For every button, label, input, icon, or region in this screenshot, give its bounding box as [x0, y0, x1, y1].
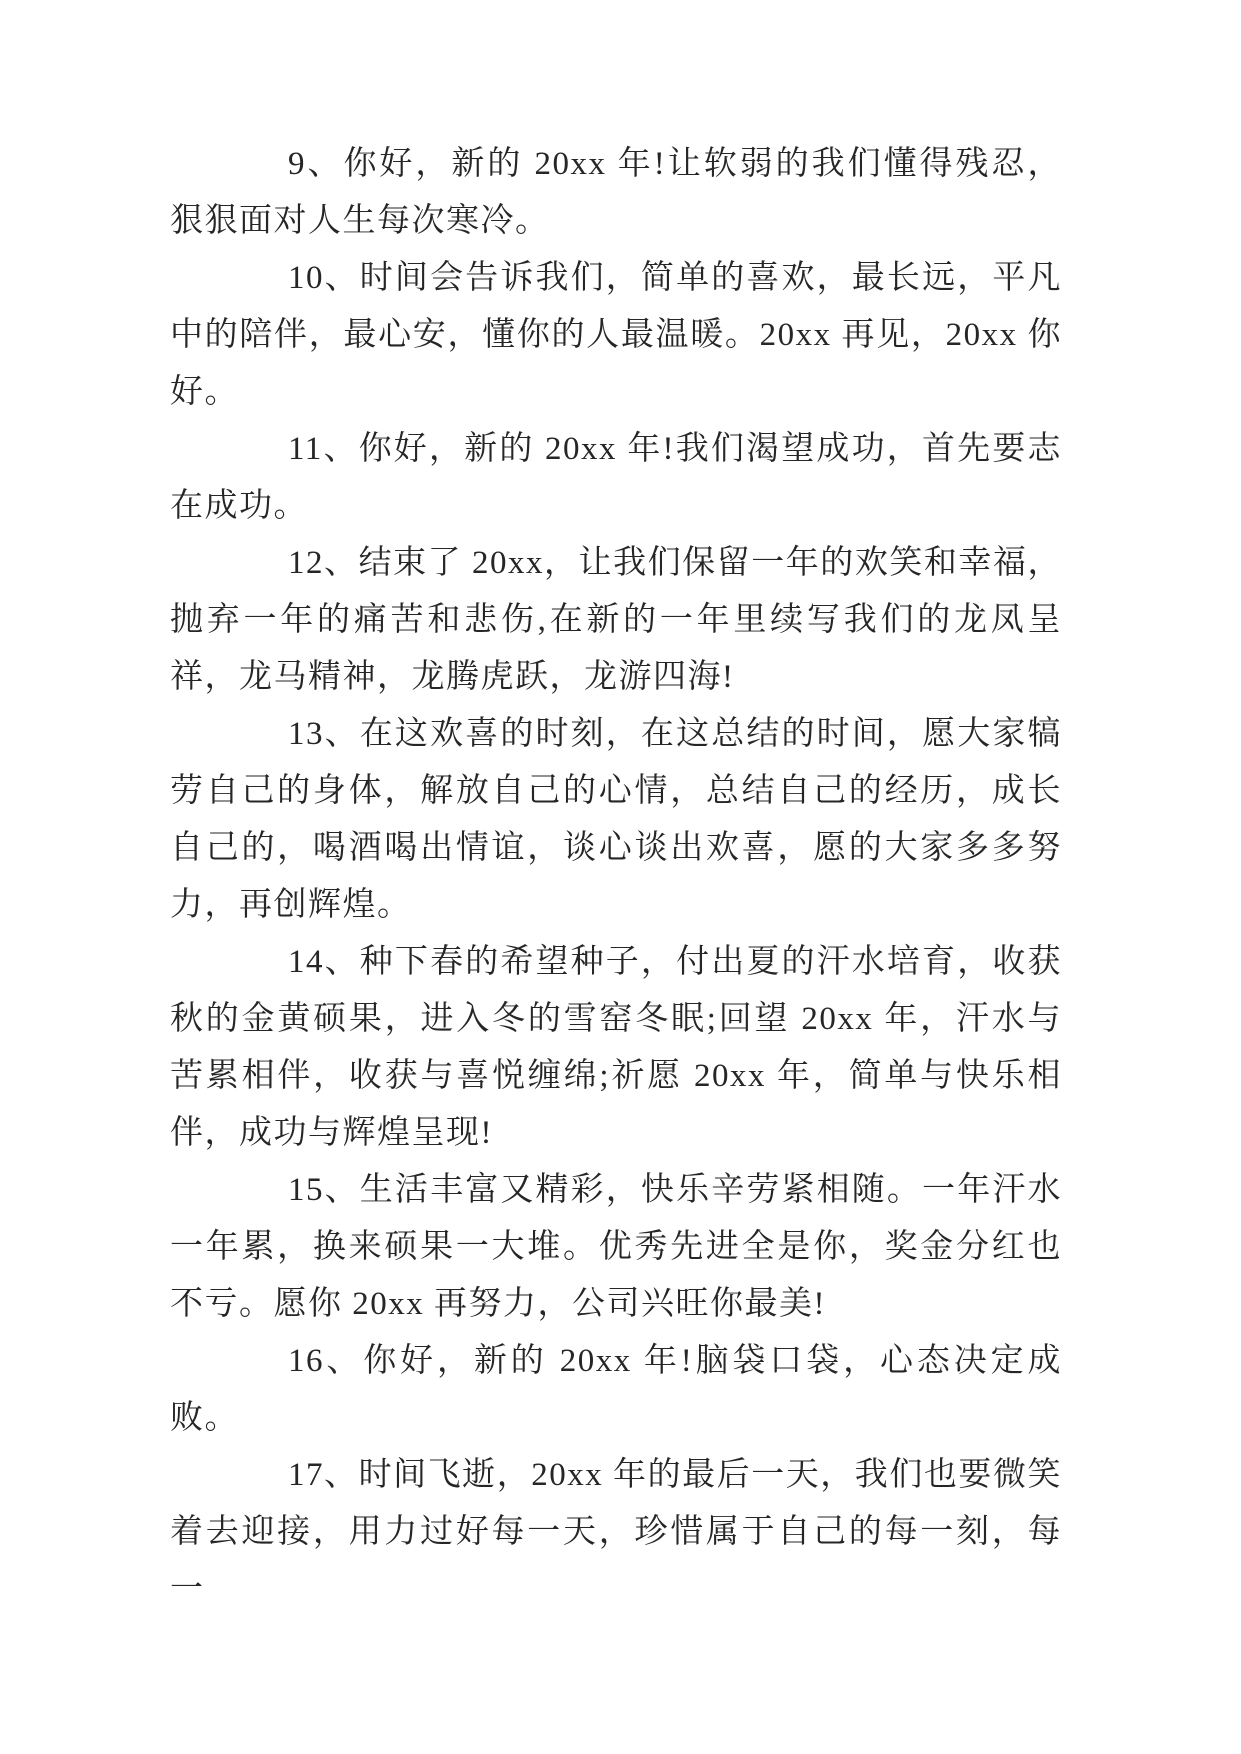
paragraph-item-14: 14、种下春的希望种子，付出夏的汗水培育，收获秋的金黄硕果，进入冬的雪窑冬眠;回望 20xx 年，汗水与苦累相伴，收获与喜悦缠绵;祈愿 20xx 年，简单与快乐相伴，成功与辉煌呈现!: [170, 944, 1062, 1151]
paragraph-item-9: 9、你好，新的 20xx 年!让软弱的我们懂得残忍，狠狠面对人生每次寒冷。: [170, 146, 1062, 239]
paragraph-item-15: 15、生活丰富又精彩，快乐辛劳紧相随。一年汗水一年累，换来硕果一大堆。优秀先进全是你，奖金分红也不亏。愿你 20xx 再努力，公司兴旺你最美!: [170, 1172, 1062, 1322]
text-block: [170, 136, 1062, 1618]
paragraph-item-17: 17、时间飞逝，20xx 年的最后一天，我们也要微笑着去迎接，用力过好每一天，珍惜属于自己的每一刻，每一: [170, 1457, 1062, 1607]
paragraph-item-13: 13、在这欢喜的时刻，在这总结的时间，愿大家犒劳自己的身体，解放自己的心情，总结自己的经历，成长自己的，喝酒喝出情谊，谈心谈出欢喜，愿的大家多多努力，再创辉煌。: [170, 716, 1062, 923]
paragraph-item-12: 12、结束了 20xx，让我们保留一年的欢笑和幸福，抛弃一年的痛苦和悲伤,在新的一年里续写我们的龙凤呈祥，龙马精神，龙腾虎跃，龙游四海!: [170, 545, 1062, 695]
paragraph-item-16: 16、你好，新的 20xx 年!脑袋口袋，心态决定成败。: [170, 1343, 1062, 1436]
paragraph-item-10: 10、时间会告诉我们，简单的喜欢，最长远，平凡中的陪伴，最心安，懂你的人最温暖。20xx 再见，20xx 你好。: [170, 260, 1062, 410]
paragraph-item-11: 11、你好，新的 20xx 年!我们渴望成功，首先要志在成功。: [170, 431, 1062, 524]
